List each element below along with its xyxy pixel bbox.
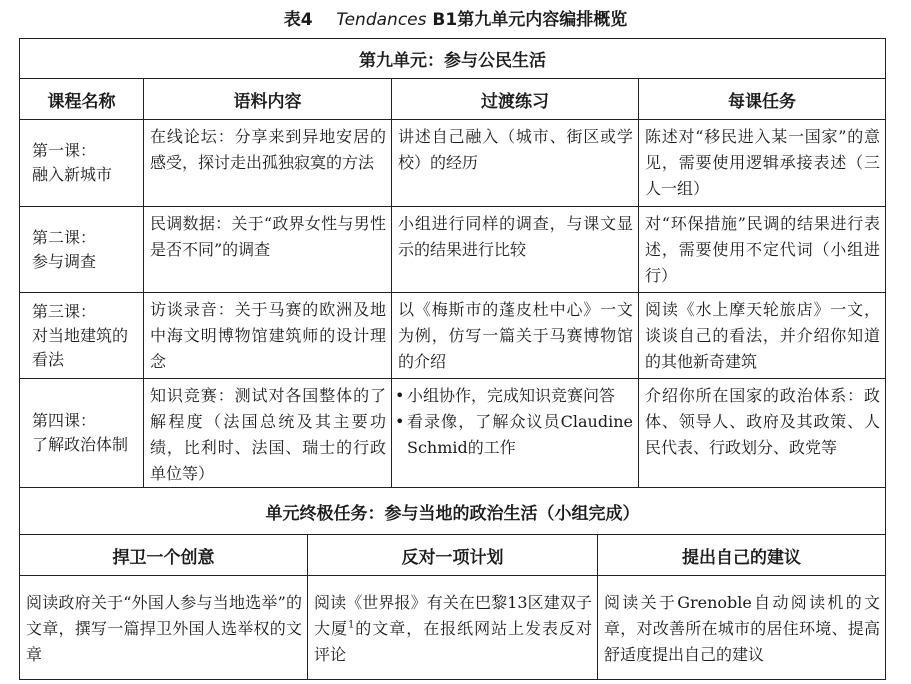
lesson-number: 第二课：: [32, 227, 97, 247]
unit-title: 第九单元：参与公民生活: [359, 51, 546, 71]
overview-table: [19, 38, 886, 680]
table-row: [20, 120, 885, 207]
lesson-title: 融入新城市: [32, 165, 113, 184]
table-row: [20, 293, 885, 379]
header-exercise: 过渡练习: [392, 79, 639, 119]
corpus-cell: 民调数据：关于“政界女性与男性是否不同”的调查: [144, 207, 392, 292]
task-cell: 阅读《水上摩天轮旅店》一文，谈谈自己的看法，并介绍你知道的其他新奇建筑: [645, 300, 880, 371]
lesson-name: [20, 120, 144, 206]
caption-italic: Tendances: [336, 10, 427, 30]
table-caption: [0, 6, 911, 34]
header-oppose: 反对一项计划: [308, 535, 598, 575]
exercise-cell: 讲述自己融入（城市、街区或学校）的经历: [392, 120, 639, 206]
oppose-text-a: 阅读《世界报》有关在巴黎13区建双子大厦: [314, 593, 592, 638]
lesson-name: [20, 379, 144, 487]
exercise-bullet: • 小组协作，完成知识竞赛问答: [395, 383, 633, 409]
exercise-cell: 以《梅斯市的蓬皮杜中心》一文为例，仿写一篇关于马赛博物馆的介绍: [392, 293, 639, 378]
unit-title-row: [20, 39, 885, 79]
footnote-mark: 1: [347, 619, 355, 631]
final-content-row: [20, 576, 885, 679]
header-defend: 捍卫一个创意: [20, 535, 308, 575]
lesson-title: 了解政治体制: [32, 435, 129, 454]
lesson-number: 第四课：: [32, 411, 97, 430]
exercise-cell: [392, 379, 639, 487]
lesson-title: 参与调查: [32, 251, 97, 271]
header-row: [20, 79, 885, 120]
oppose-cell: [308, 576, 598, 679]
corpus-cell: 访谈录音：关于马赛的欧洲及地中海文明博物馆建筑师的设计理念: [144, 293, 392, 378]
corpus-cell: 在线论坛：分享来到异地安居的感受，探讨走出孤独寂寞的方法: [144, 120, 392, 206]
exercise-cell: 小组进行同样的调查，与课文显示的结果进行比较: [392, 207, 639, 292]
task-cell: 介绍你所在国家的政治体系：政体、领导人、政府及其政策、人民代表、行政划分、政党等: [645, 386, 880, 457]
final-task-row: [20, 488, 885, 535]
defend-cell: 阅读政府关于“外国人参与当地选举”的文章，撰写一篇捍卫外国人选举权的文章: [20, 576, 308, 679]
lesson-number: 第三课：: [32, 301, 97, 321]
table-row: [20, 207, 885, 293]
caption-suffix: B1第九单元内容编排概览: [432, 10, 628, 30]
header-propose: 提出自己的建议: [682, 547, 801, 568]
final-task-title: 单元终极任务：参与当地的政治生活（小组完成）: [265, 503, 640, 524]
propose-cell: 阅读关于Grenoble自动阅读机的文章，对改善所在城市的居住环境、提高舒适度提出自己的建议: [604, 593, 880, 664]
oppose-text-b: 的文章，在报纸网站上发表反对评论: [314, 619, 592, 664]
lesson-number: 第一课：: [32, 141, 97, 160]
lesson-name: [20, 293, 144, 378]
final-header-row: [20, 535, 885, 576]
header-lesson-name: 课程名称: [20, 79, 144, 119]
task-cell: 对“环保措施”民调的结果进行表述，需要使用不定代词（小组进行）: [645, 214, 880, 285]
lesson-name: [20, 207, 144, 292]
exercise-bullet: • 看录像，了解众议员Claudine Schmid的工作: [395, 409, 633, 461]
lesson-title: 对当地建筑的看法: [32, 325, 129, 369]
corpus-cell: 知识竞赛：测试对各国整体的了解程度（法国总统及其主要功绩，比利时、法国、瑞士的行政单位等）: [144, 379, 392, 487]
header-corpus: 语料内容: [144, 79, 392, 119]
header-task: 每课任务: [728, 91, 796, 112]
caption-prefix: 表4: [283, 10, 313, 30]
table-row: [20, 379, 885, 488]
task-cell: 陈述对“移民进入某一国家”的意见，需要使用逻辑承接表述（三人一组）: [645, 127, 880, 198]
